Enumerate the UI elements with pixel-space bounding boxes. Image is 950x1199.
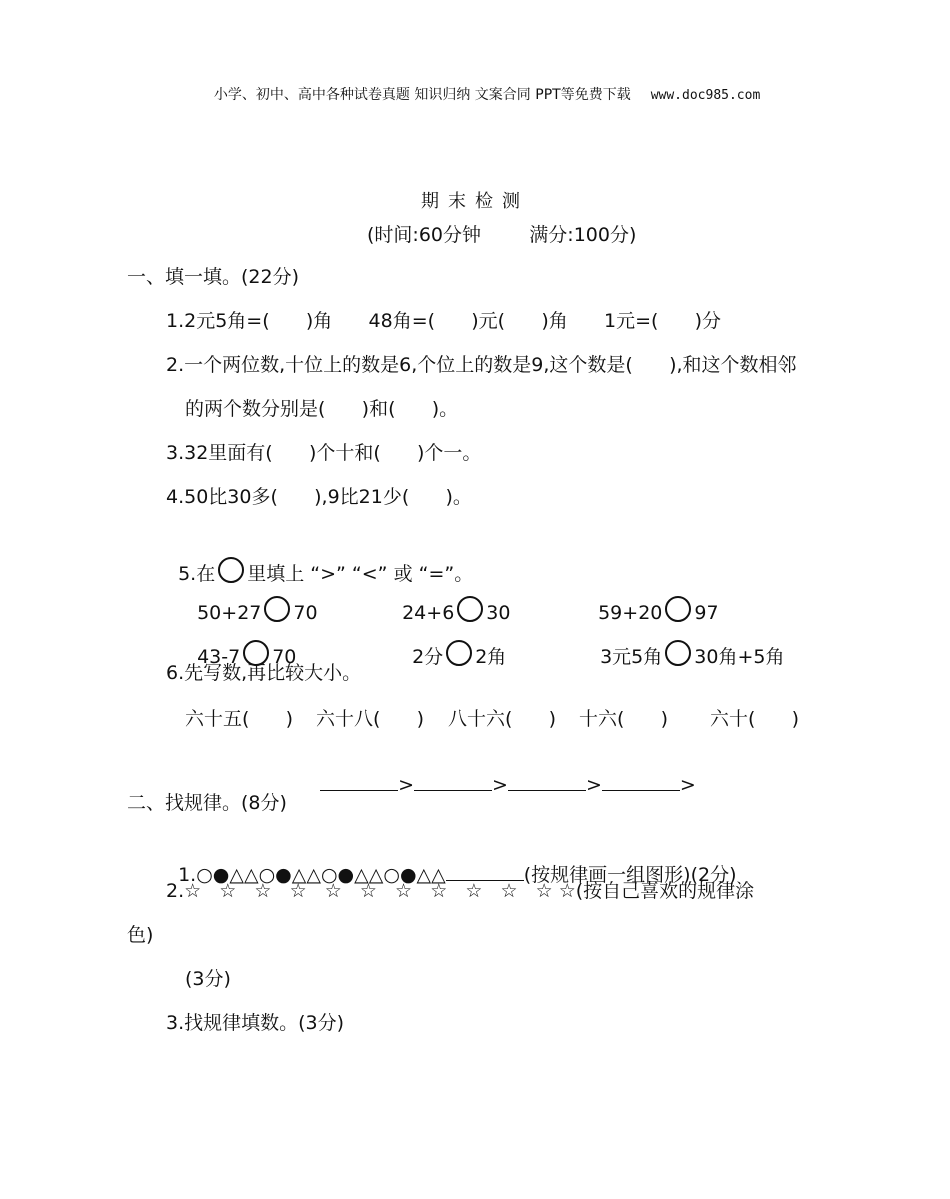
compare-blanks: > > > > — [308, 748, 696, 796]
answer-blank[interactable] — [602, 770, 680, 791]
compare-item: 43-7 70 — [185, 618, 296, 668]
q5-prefix: 5.在 — [178, 563, 216, 585]
shape-pattern: 1.○●△△○●△△○●△△○●△△ — [178, 864, 446, 886]
section1-heading: 一、填一填。(22分) — [127, 266, 300, 288]
question-2-3: 3.找规律填数。(3分) — [166, 1012, 345, 1034]
compare-item: 3元5角 30角+5角 — [588, 618, 784, 669]
compare-circle-icon[interactable] — [665, 640, 691, 666]
number-word: 六十五( ) — [185, 708, 294, 730]
compare-item: 24+6 30 — [390, 574, 510, 624]
number-word: 十六( ) — [579, 708, 669, 730]
question-1-2-line1: 2.一个两位数,十位上的数是6,个位上的数是9,这个数是( ),和这个数相邻 — [166, 354, 797, 376]
page-header — [205, 68, 760, 104]
answer-blank[interactable] — [320, 770, 398, 791]
header-url: www.doc985.com — [650, 88, 761, 103]
exam-info: (时间:60分钟 满分:100分) — [367, 224, 637, 246]
answer-blank[interactable] — [414, 770, 492, 791]
question-2-2-cont: 色) — [127, 924, 154, 946]
header-text: 小学、初中、高中各种试卷真题 知识归纳 文案合同 PPT等免费下载 — [213, 87, 631, 103]
section2-heading: 二、找规律。(8分) — [127, 792, 287, 814]
page-title: 期末检测 — [421, 191, 529, 212]
compare-item: 50+27 70 — [185, 574, 318, 624]
number-word: 六十八( ) — [316, 708, 425, 730]
answer-blank[interactable] — [508, 770, 586, 791]
question-1-6: 6.先写数,再比较大小。 — [166, 662, 362, 684]
question-1-1: 1.2元5角=( )角 48角=( )元( )角 1元=( )分 — [166, 310, 722, 332]
question-2-2: 2.☆ ☆ ☆ ☆ ☆ ☆ ☆ ☆ ☆ ☆ ☆ ☆(按自己喜欢的规律涂 — [166, 880, 755, 902]
number-word: 八十六( ) — [448, 708, 557, 730]
compare-item: 59+20 97 — [586, 574, 719, 624]
question-1-3: 3.32里面有( )个十和( )个一。 — [166, 442, 482, 464]
q2-1-suffix: (按规律画一组图形)(2分) — [523, 864, 737, 886]
q5-suffix: 里填上 “>” “<” 或 “=”。 — [247, 563, 474, 585]
compare-item: 2分 2角 — [400, 618, 506, 669]
question-2-2-points: (3分) — [185, 968, 231, 990]
number-word: 六十( ) — [710, 708, 800, 730]
question-1-2-line2: 的两个数分别是( )和( )。 — [185, 398, 459, 420]
question-1-4: 4.50比30多( ),9比21少( )。 — [166, 486, 472, 508]
compare-circle-icon[interactable] — [446, 640, 472, 666]
